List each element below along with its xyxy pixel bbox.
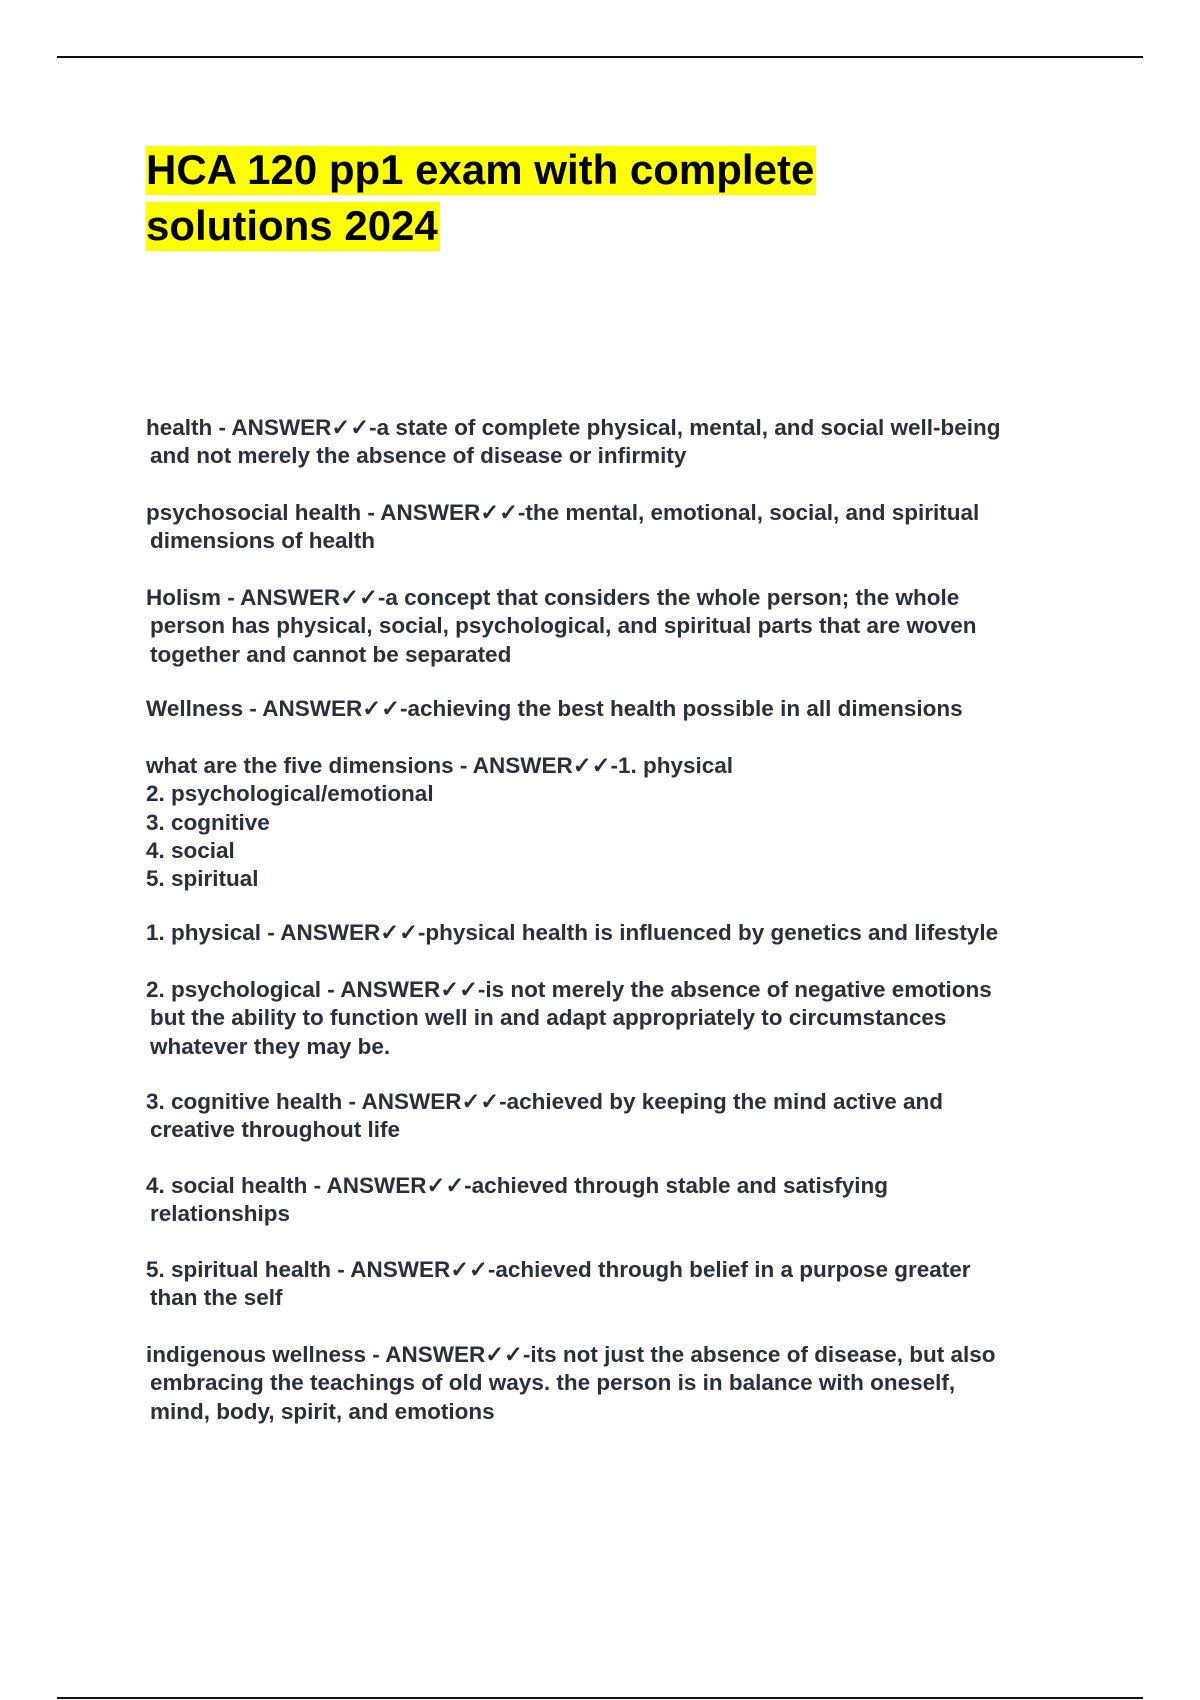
qa-list-item: 3. cognitive (146, 809, 270, 835)
qa-entry-social-health (146, 1172, 1096, 1229)
qa-entry-psychosocial-health (146, 499, 1096, 556)
qa-line: dimensions of health (150, 528, 376, 554)
qa-line: whatever they may be. (150, 1033, 391, 1059)
qa-line: indigenous wellness - ANSWER✓✓-its not just the absence of disease, but also (146, 1342, 996, 1367)
qa-list-item: 5. spiritual (146, 866, 259, 892)
qa-line: together and cannot be separated (150, 641, 512, 667)
qa-list-item: 4. social (146, 837, 235, 863)
qa-entry-cognitive-health (146, 1088, 1096, 1145)
qa-line: Wellness - ANSWER✓✓-achieving the best health possible in all dimensions (146, 696, 963, 721)
qa-entry-spiritual-health (146, 1256, 1096, 1313)
qa-line: relationships (150, 1201, 291, 1227)
qa-line: embracing the teachings of old ways. the person is in balance with oneself, (150, 1370, 956, 1396)
top-rule (57, 56, 1143, 58)
qa-line: mind, body, spirit, and emotions (150, 1398, 495, 1424)
qa-line: 2. psychological - ANSWER✓✓-is not merely the absence of negative emotions (146, 977, 992, 1002)
qa-line: health - ANSWER✓✓-a state of complete physical, mental, and social well-being (146, 415, 1001, 440)
qa-entry-five-dimensions (146, 752, 1096, 893)
qa-entry-indigenous-wellness (146, 1341, 1096, 1426)
bottom-rule (57, 1697, 1143, 1699)
qa-line: person has physical, social, psychological, and spiritual parts that are woven (150, 613, 977, 639)
qa-line: 1. physical - ANSWER✓✓-physical health is influenced by genetics and lifestyle (146, 920, 999, 945)
title-line-1 (146, 142, 946, 198)
qa-entry-health (146, 414, 1096, 471)
qa-line: 4. social health - ANSWER✓✓-achieved through stable and satisfying (146, 1173, 889, 1198)
document-title (146, 142, 946, 254)
qa-line: what are the five dimensions - ANSWER✓✓-1. physical (146, 753, 733, 778)
title-line-2 (146, 198, 946, 254)
qa-entry-holism (146, 584, 1096, 669)
qa-line: but the ability to function well in and adapt appropriately to circumstances (150, 1005, 947, 1031)
qa-line: Holism - ANSWER✓✓-a concept that considers the whole person; the whole (146, 585, 960, 610)
qa-line: and not merely the absence of disease or infirmity (150, 443, 687, 469)
title-highlight-2: solutions 2024 (146, 202, 438, 249)
qa-line: psychosocial health - ANSWER✓✓-the mental, emotional, social, and spiritual (146, 500, 980, 525)
title-highlight-1: HCA 120 pp1 exam with complete (146, 146, 815, 193)
qa-entry-psychological (146, 976, 1096, 1061)
qa-entry-wellness (146, 695, 1096, 723)
qa-line: 3. cognitive health - ANSWER✓✓-achieved by keeping the mind active and (146, 1089, 944, 1114)
qa-line: than the self (150, 1285, 283, 1311)
qa-entry-physical (146, 919, 1096, 947)
qa-list-item: 2. psychological/emotional (146, 781, 434, 807)
qa-line: 5. spiritual health - ANSWER✓✓-achieved through belief in a purpose greater (146, 1257, 971, 1282)
qa-line: creative throughout life (150, 1117, 401, 1143)
